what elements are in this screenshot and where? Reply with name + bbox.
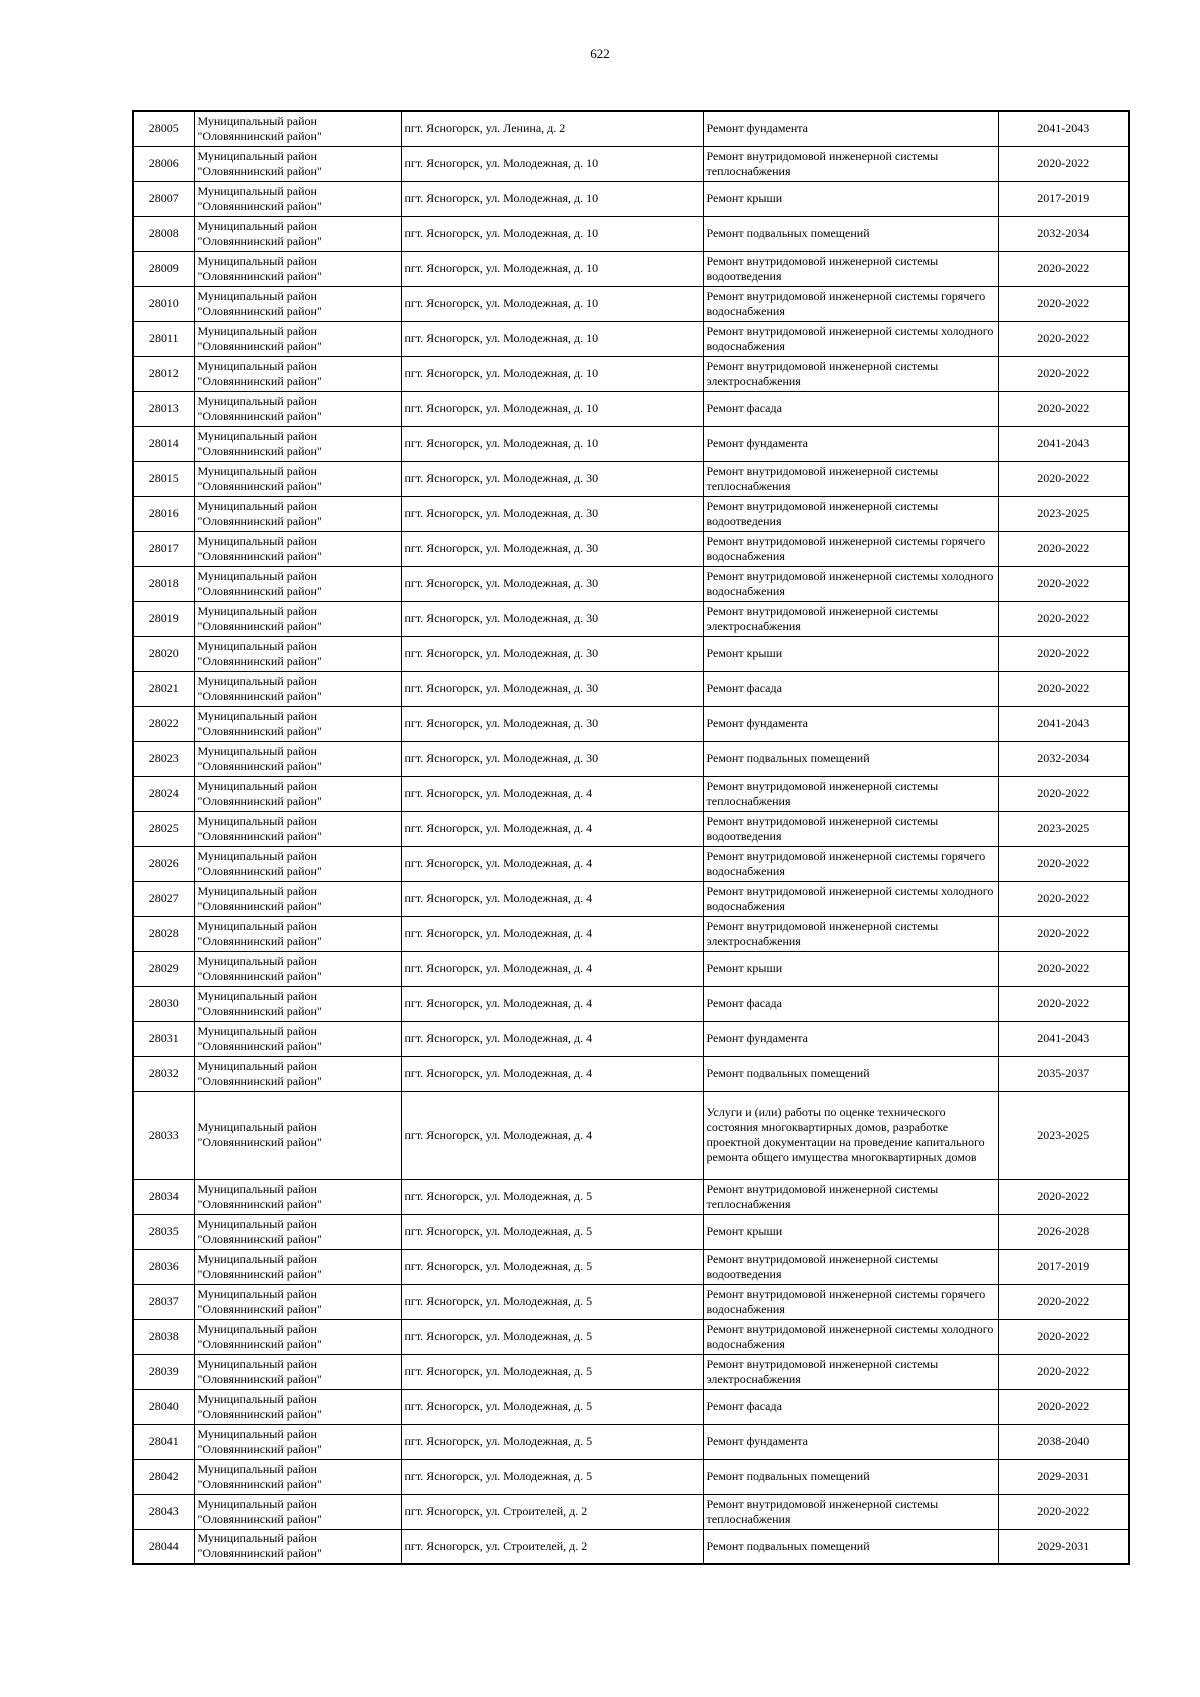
municipality-cell: Муниципальный район "Оловяннинский район" xyxy=(194,251,401,286)
work-type-cell: Ремонт подвальных помещений xyxy=(703,741,998,776)
table-row xyxy=(133,216,1129,251)
table-row xyxy=(133,1529,1129,1564)
table-row xyxy=(133,671,1129,706)
municipality-cell: Муниципальный район "Оловяннинский район" xyxy=(194,1459,401,1494)
repair-schedule-table xyxy=(132,110,1130,1565)
work-type-cell: Ремонт фундамента xyxy=(703,1021,998,1056)
municipality-cell: Муниципальный район "Оловяннинский район" xyxy=(194,1284,401,1319)
table-row xyxy=(133,1389,1129,1424)
address-cell: пгт. Ясногорск, ул. Молодежная, д. 30 xyxy=(401,496,703,531)
row-number-cell: 28021 xyxy=(133,671,194,706)
table-row xyxy=(133,916,1129,951)
table-row xyxy=(133,566,1129,601)
work-type-cell: Ремонт внутридомовой инженерной системы теплоснабжения xyxy=(703,1179,998,1214)
work-type-cell: Ремонт фасада xyxy=(703,391,998,426)
municipality-cell: Муниципальный район "Оловяннинский район" xyxy=(194,706,401,741)
table-row xyxy=(133,1179,1129,1214)
address-cell: пгт. Ясногорск, ул. Молодежная, д. 5 xyxy=(401,1179,703,1214)
address-cell: пгт. Ясногорск, ул. Молодежная, д. 10 xyxy=(401,286,703,321)
period-cell: 2020-2022 xyxy=(998,1389,1129,1424)
work-type-cell: Ремонт внутридомовой инженерной системы теплоснабжения xyxy=(703,461,998,496)
row-number-cell: 28032 xyxy=(133,1056,194,1091)
row-number-cell: 28009 xyxy=(133,251,194,286)
table-row xyxy=(133,1494,1129,1529)
period-cell: 2020-2022 xyxy=(998,1319,1129,1354)
row-number-cell: 28027 xyxy=(133,881,194,916)
work-type-cell: Ремонт внутридомовой инженерной системы теплоснабжения xyxy=(703,776,998,811)
municipality-cell: Муниципальный район "Оловяннинский район" xyxy=(194,1214,401,1249)
work-type-cell: Ремонт крыши xyxy=(703,1214,998,1249)
period-cell: 2020-2022 xyxy=(998,321,1129,356)
work-type-cell: Услуги и (или) работы по оценке технического состояния многоквартирных домов, разработке проектной документации на проведение капитального ремонта общего имущества многоквартирных домов xyxy=(703,1091,998,1179)
municipality-cell: Муниципальный район "Оловяннинский район" xyxy=(194,1179,401,1214)
table-row xyxy=(133,951,1129,986)
period-cell: 2020-2022 xyxy=(998,146,1129,181)
municipality-cell: Муниципальный район "Оловяннинский район" xyxy=(194,1389,401,1424)
address-cell: пгт. Ясногорск, ул. Молодежная, д. 5 xyxy=(401,1214,703,1249)
row-number-cell: 28014 xyxy=(133,426,194,461)
work-type-cell: Ремонт внутридомовой инженерной системы холодного водоснабжения xyxy=(703,1319,998,1354)
row-number-cell: 28024 xyxy=(133,776,194,811)
row-number-cell: 28035 xyxy=(133,1214,194,1249)
row-number-cell: 28034 xyxy=(133,1179,194,1214)
work-type-cell: Ремонт внутридомовой инженерной системы горячего водоснабжения xyxy=(703,846,998,881)
work-type-cell: Ремонт внутридомовой инженерной системы теплоснабжения xyxy=(703,1494,998,1529)
row-number-cell: 28040 xyxy=(133,1389,194,1424)
work-type-cell: Ремонт фасада xyxy=(703,986,998,1021)
address-cell: пгт. Ясногорск, ул. Молодежная, д. 5 xyxy=(401,1389,703,1424)
address-cell: пгт. Ясногорск, ул. Молодежная, д. 30 xyxy=(401,706,703,741)
row-number-cell: 28008 xyxy=(133,216,194,251)
municipality-cell: Муниципальный район "Оловяннинский район" xyxy=(194,111,401,146)
row-number-cell: 28006 xyxy=(133,146,194,181)
table-row xyxy=(133,741,1129,776)
period-cell: 2035-2037 xyxy=(998,1056,1129,1091)
page-number: 622 xyxy=(590,46,610,61)
table-body xyxy=(133,111,1129,1564)
row-number-cell: 28036 xyxy=(133,1249,194,1284)
municipality-cell: Муниципальный район "Оловяннинский район" xyxy=(194,146,401,181)
period-cell: 2032-2034 xyxy=(998,741,1129,776)
table-row xyxy=(133,146,1129,181)
period-cell: 2020-2022 xyxy=(998,531,1129,566)
row-number-cell: 28037 xyxy=(133,1284,194,1319)
address-cell: пгт. Ясногорск, ул. Молодежная, д. 30 xyxy=(401,741,703,776)
address-cell: пгт. Ясногорск, ул. Молодежная, д. 5 xyxy=(401,1459,703,1494)
table-row xyxy=(133,391,1129,426)
period-cell: 2020-2022 xyxy=(998,636,1129,671)
municipality-cell: Муниципальный район "Оловяннинский район" xyxy=(194,566,401,601)
table-row xyxy=(133,426,1129,461)
address-cell: пгт. Ясногорск, ул. Молодежная, д. 4 xyxy=(401,916,703,951)
municipality-cell: Муниципальный район "Оловяннинский район" xyxy=(194,181,401,216)
municipality-cell: Муниципальный район "Оловяннинский район" xyxy=(194,776,401,811)
table-row xyxy=(133,1459,1129,1494)
municipality-cell: Муниципальный район "Оловяннинский район" xyxy=(194,1354,401,1389)
work-type-cell: Ремонт внутридомовой инженерной системы водоотведения xyxy=(703,811,998,846)
municipality-cell: Муниципальный район "Оловяннинский район" xyxy=(194,286,401,321)
address-cell: пгт. Ясногорск, ул. Молодежная, д. 4 xyxy=(401,846,703,881)
table-row xyxy=(133,986,1129,1021)
row-number-cell: 28039 xyxy=(133,1354,194,1389)
municipality-cell: Муниципальный район "Оловяннинский район" xyxy=(194,811,401,846)
work-type-cell: Ремонт подвальных помещений xyxy=(703,216,998,251)
row-number-cell: 28020 xyxy=(133,636,194,671)
row-number-cell: 28044 xyxy=(133,1529,194,1564)
row-number-cell: 28028 xyxy=(133,916,194,951)
table-row xyxy=(133,1091,1129,1179)
period-cell: 2029-2031 xyxy=(998,1529,1129,1564)
work-type-cell: Ремонт подвальных помещений xyxy=(703,1459,998,1494)
work-type-cell: Ремонт фасада xyxy=(703,1389,998,1424)
table-row xyxy=(133,1249,1129,1284)
row-number-cell: 28033 xyxy=(133,1091,194,1179)
address-cell: пгт. Ясногорск, ул. Молодежная, д. 10 xyxy=(401,426,703,461)
address-cell: пгт. Ясногорск, ул. Молодежная, д. 4 xyxy=(401,1056,703,1091)
address-cell: пгт. Ясногорск, ул. Ленина, д. 2 xyxy=(401,111,703,146)
address-cell: пгт. Ясногорск, ул. Молодежная, д. 30 xyxy=(401,636,703,671)
period-cell: 2020-2022 xyxy=(998,846,1129,881)
municipality-cell: Муниципальный район "Оловяннинский район" xyxy=(194,1529,401,1564)
period-cell: 2020-2022 xyxy=(998,356,1129,391)
address-cell: пгт. Ясногорск, ул. Молодежная, д. 5 xyxy=(401,1354,703,1389)
work-type-cell: Ремонт крыши xyxy=(703,181,998,216)
work-type-cell: Ремонт внутридомовой инженерной системы теплоснабжения xyxy=(703,146,998,181)
period-cell: 2020-2022 xyxy=(998,601,1129,636)
work-type-cell: Ремонт фундамента xyxy=(703,426,998,461)
municipality-cell: Муниципальный район "Оловяннинский район" xyxy=(194,216,401,251)
row-number-cell: 28013 xyxy=(133,391,194,426)
period-cell: 2023-2025 xyxy=(998,811,1129,846)
row-number-cell: 28022 xyxy=(133,706,194,741)
address-cell: пгт. Ясногорск, ул. Молодежная, д. 4 xyxy=(401,986,703,1021)
work-type-cell: Ремонт крыши xyxy=(703,951,998,986)
period-cell: 2020-2022 xyxy=(998,1354,1129,1389)
address-cell: пгт. Ясногорск, ул. Молодежная, д. 10 xyxy=(401,251,703,286)
address-cell: пгт. Ясногорск, ул. Молодежная, д. 5 xyxy=(401,1284,703,1319)
period-cell: 2038-2040 xyxy=(998,1424,1129,1459)
table-row xyxy=(133,496,1129,531)
address-cell: пгт. Ясногорск, ул. Молодежная, д. 10 xyxy=(401,356,703,391)
municipality-cell: Муниципальный район "Оловяннинский район" xyxy=(194,1021,401,1056)
address-cell: пгт. Ясногорск, ул. Строителей, д. 2 xyxy=(401,1494,703,1529)
period-cell: 2020-2022 xyxy=(998,951,1129,986)
address-cell: пгт. Ясногорск, ул. Молодежная, д. 10 xyxy=(401,216,703,251)
address-cell: пгт. Ясногорск, ул. Молодежная, д. 30 xyxy=(401,566,703,601)
period-cell: 2026-2028 xyxy=(998,1214,1129,1249)
row-number-cell: 28016 xyxy=(133,496,194,531)
period-cell: 2020-2022 xyxy=(998,1494,1129,1529)
municipality-cell: Муниципальный район "Оловяннинский район" xyxy=(194,531,401,566)
work-type-cell: Ремонт внутридомовой инженерной системы водоотведения xyxy=(703,496,998,531)
period-cell: 2020-2022 xyxy=(998,671,1129,706)
period-cell: 2020-2022 xyxy=(998,566,1129,601)
address-cell: пгт. Ясногорск, ул. Молодежная, д. 30 xyxy=(401,601,703,636)
period-cell: 2032-2034 xyxy=(998,216,1129,251)
address-cell: пгт. Ясногорск, ул. Молодежная, д. 4 xyxy=(401,811,703,846)
period-cell: 2020-2022 xyxy=(998,881,1129,916)
municipality-cell: Муниципальный район "Оловяннинский район" xyxy=(194,1424,401,1459)
row-number-cell: 28026 xyxy=(133,846,194,881)
period-cell: 2041-2043 xyxy=(998,111,1129,146)
work-type-cell: Ремонт внутридомовой инженерной системы электроснабжения xyxy=(703,356,998,391)
work-type-cell: Ремонт фундамента xyxy=(703,1424,998,1459)
table-row xyxy=(133,1424,1129,1459)
row-number-cell: 28005 xyxy=(133,111,194,146)
table-row xyxy=(133,1056,1129,1091)
work-type-cell: Ремонт фасада xyxy=(703,671,998,706)
table-row xyxy=(133,321,1129,356)
address-cell: пгт. Ясногорск, ул. Молодежная, д. 4 xyxy=(401,951,703,986)
table-row xyxy=(133,776,1129,811)
period-cell: 2020-2022 xyxy=(998,776,1129,811)
row-number-cell: 28031 xyxy=(133,1021,194,1056)
table-row xyxy=(133,111,1129,146)
municipality-cell: Муниципальный район "Оловяннинский район" xyxy=(194,986,401,1021)
work-type-cell: Ремонт внутридомовой инженерной системы холодного водоснабжения xyxy=(703,321,998,356)
address-cell: пгт. Ясногорск, ул. Молодежная, д. 4 xyxy=(401,1091,703,1179)
period-cell: 2017-2019 xyxy=(998,1249,1129,1284)
table-row xyxy=(133,846,1129,881)
table-row xyxy=(133,286,1129,321)
work-type-cell: Ремонт подвальных помещений xyxy=(703,1529,998,1564)
municipality-cell: Муниципальный район "Оловяннинский район" xyxy=(194,426,401,461)
municipality-cell: Муниципальный район "Оловяннинский район" xyxy=(194,461,401,496)
work-type-cell: Ремонт внутридомовой инженерной системы электроснабжения xyxy=(703,601,998,636)
table-row xyxy=(133,811,1129,846)
address-cell: пгт. Ясногорск, ул. Молодежная, д. 10 xyxy=(401,146,703,181)
row-number-cell: 28018 xyxy=(133,566,194,601)
municipality-cell: Муниципальный район "Оловяннинский район" xyxy=(194,1249,401,1284)
municipality-cell: Муниципальный район "Оловяннинский район" xyxy=(194,951,401,986)
address-cell: пгт. Ясногорск, ул. Молодежная, д. 5 xyxy=(401,1319,703,1354)
period-cell: 2023-2025 xyxy=(998,1091,1129,1179)
municipality-cell: Муниципальный район "Оловяннинский район" xyxy=(194,496,401,531)
municipality-cell: Муниципальный район "Оловяннинский район" xyxy=(194,881,401,916)
municipality-cell: Муниципальный район "Оловяннинский район" xyxy=(194,1319,401,1354)
period-cell: 2020-2022 xyxy=(998,1179,1129,1214)
municipality-cell: Муниципальный район "Оловяннинский район" xyxy=(194,356,401,391)
municipality-cell: Муниципальный район "Оловяннинский район" xyxy=(194,671,401,706)
row-number-cell: 28038 xyxy=(133,1319,194,1354)
address-cell: пгт. Ясногорск, ул. Молодежная, д. 5 xyxy=(401,1249,703,1284)
work-type-cell: Ремонт внутридомовой инженерной системы водоотведения xyxy=(703,251,998,286)
row-number-cell: 28029 xyxy=(133,951,194,986)
address-cell: пгт. Ясногорск, ул. Молодежная, д. 5 xyxy=(401,1424,703,1459)
table-row xyxy=(133,461,1129,496)
address-cell: пгт. Ясногорск, ул. Молодежная, д. 4 xyxy=(401,1021,703,1056)
row-number-cell: 28025 xyxy=(133,811,194,846)
address-cell: пгт. Ясногорск, ул. Молодежная, д. 30 xyxy=(401,461,703,496)
table-row xyxy=(133,706,1129,741)
municipality-cell: Муниципальный район "Оловяннинский район" xyxy=(194,601,401,636)
work-type-cell: Ремонт внутридомовой инженерной системы горячего водоснабжения xyxy=(703,1284,998,1319)
period-cell: 2041-2043 xyxy=(998,706,1129,741)
period-cell: 2041-2043 xyxy=(998,426,1129,461)
period-cell: 2017-2019 xyxy=(998,181,1129,216)
period-cell: 2020-2022 xyxy=(998,391,1129,426)
table-row xyxy=(133,636,1129,671)
row-number-cell: 28012 xyxy=(133,356,194,391)
table-row xyxy=(133,881,1129,916)
address-cell: пгт. Ясногорск, ул. Строителей, д. 2 xyxy=(401,1529,703,1564)
address-cell: пгт. Ясногорск, ул. Молодежная, д. 10 xyxy=(401,321,703,356)
municipality-cell: Муниципальный район "Оловяннинский район" xyxy=(194,741,401,776)
municipality-cell: Муниципальный район "Оловяннинский район" xyxy=(194,1091,401,1179)
table-row xyxy=(133,1021,1129,1056)
row-number-cell: 28042 xyxy=(133,1459,194,1494)
work-type-cell: Ремонт внутридомовой инженерной системы горячего водоснабжения xyxy=(703,531,998,566)
address-cell: пгт. Ясногорск, ул. Молодежная, д. 4 xyxy=(401,776,703,811)
address-cell: пгт. Ясногорск, ул. Молодежная, д. 10 xyxy=(401,181,703,216)
municipality-cell: Муниципальный район "Оловяннинский район" xyxy=(194,391,401,426)
municipality-cell: Муниципальный район "Оловяннинский район" xyxy=(194,1494,401,1529)
row-number-cell: 28007 xyxy=(133,181,194,216)
work-type-cell: Ремонт фундамента xyxy=(703,111,998,146)
period-cell: 2029-2031 xyxy=(998,1459,1129,1494)
work-type-cell: Ремонт внутридомовой инженерной системы горячего водоснабжения xyxy=(703,286,998,321)
period-cell: 2020-2022 xyxy=(998,251,1129,286)
table-row xyxy=(133,1319,1129,1354)
table-row xyxy=(133,181,1129,216)
work-type-cell: Ремонт подвальных помещений xyxy=(703,1056,998,1091)
period-cell: 2020-2022 xyxy=(998,286,1129,321)
row-number-cell: 28043 xyxy=(133,1494,194,1529)
address-cell: пгт. Ясногорск, ул. Молодежная, д. 30 xyxy=(401,671,703,706)
row-number-cell: 28015 xyxy=(133,461,194,496)
period-cell: 2020-2022 xyxy=(998,916,1129,951)
row-number-cell: 28017 xyxy=(133,531,194,566)
table-row xyxy=(133,1284,1129,1319)
work-type-cell: Ремонт внутридомовой инженерной системы холодного водоснабжения xyxy=(703,566,998,601)
table-row xyxy=(133,601,1129,636)
table-row xyxy=(133,251,1129,286)
work-type-cell: Ремонт внутридомовой инженерной системы электроснабжения xyxy=(703,1354,998,1389)
row-number-cell: 28023 xyxy=(133,741,194,776)
row-number-cell: 28041 xyxy=(133,1424,194,1459)
period-cell: 2041-2043 xyxy=(998,1021,1129,1056)
work-type-cell: Ремонт крыши xyxy=(703,636,998,671)
municipality-cell: Муниципальный район "Оловяннинский район" xyxy=(194,916,401,951)
period-cell: 2020-2022 xyxy=(998,986,1129,1021)
work-type-cell: Ремонт внутридомовой инженерной системы электроснабжения xyxy=(703,916,998,951)
period-cell: 2023-2025 xyxy=(998,496,1129,531)
period-cell: 2020-2022 xyxy=(998,1284,1129,1319)
row-number-cell: 28019 xyxy=(133,601,194,636)
municipality-cell: Муниципальный район "Оловяннинский район" xyxy=(194,1056,401,1091)
work-type-cell: Ремонт внутридомовой инженерной системы водоотведения xyxy=(703,1249,998,1284)
row-number-cell: 28030 xyxy=(133,986,194,1021)
table-row xyxy=(133,1214,1129,1249)
work-type-cell: Ремонт фундамента xyxy=(703,706,998,741)
municipality-cell: Муниципальный район "Оловяннинский район" xyxy=(194,846,401,881)
row-number-cell: 28010 xyxy=(133,286,194,321)
address-cell: пгт. Ясногорск, ул. Молодежная, д. 10 xyxy=(401,391,703,426)
table-row xyxy=(133,1354,1129,1389)
address-cell: пгт. Ясногорск, ул. Молодежная, д. 30 xyxy=(401,531,703,566)
period-cell: 2020-2022 xyxy=(998,461,1129,496)
work-type-cell: Ремонт внутридомовой инженерной системы холодного водоснабжения xyxy=(703,881,998,916)
municipality-cell: Муниципальный район "Оловяннинский район" xyxy=(194,321,401,356)
row-number-cell: 28011 xyxy=(133,321,194,356)
table-row xyxy=(133,356,1129,391)
address-cell: пгт. Ясногорск, ул. Молодежная, д. 4 xyxy=(401,881,703,916)
municipality-cell: Муниципальный район "Оловяннинский район" xyxy=(194,636,401,671)
table-row xyxy=(133,531,1129,566)
